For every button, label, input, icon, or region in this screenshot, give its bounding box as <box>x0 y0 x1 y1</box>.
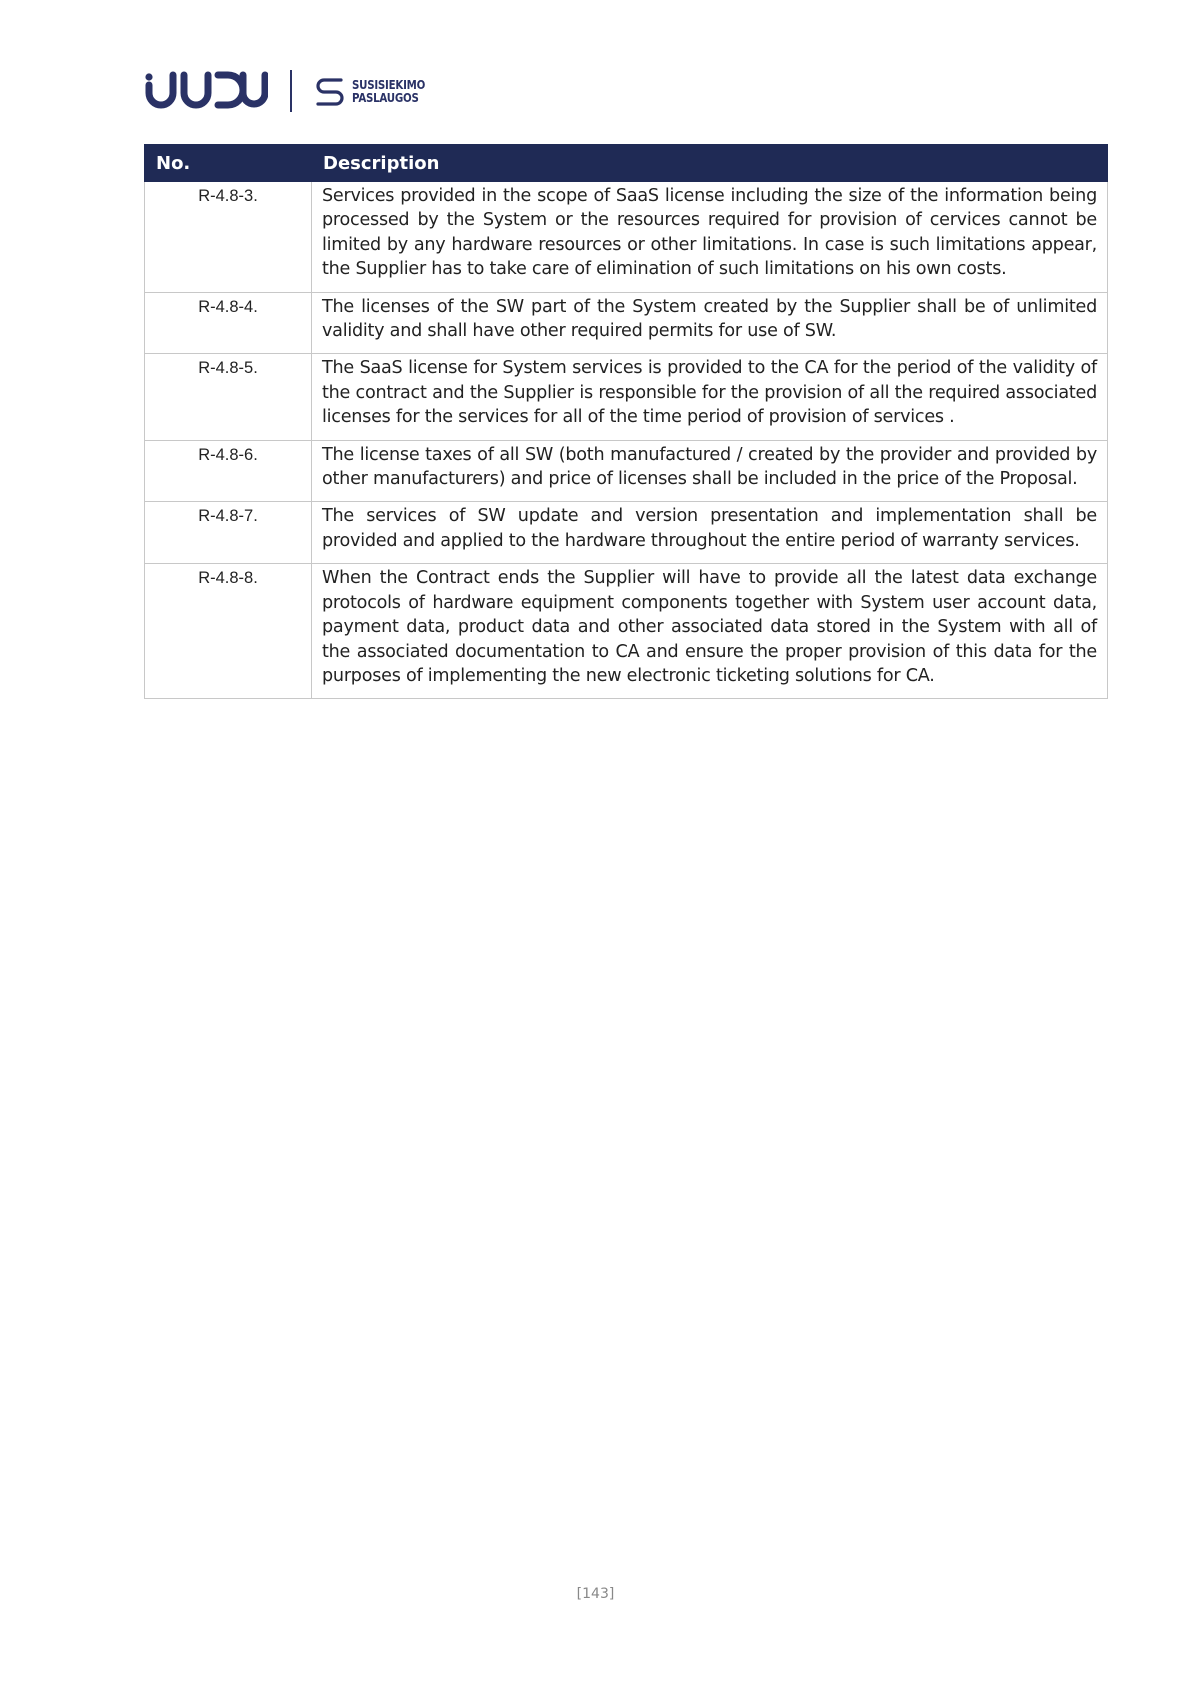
requirement-description: The license taxes of all SW (both manufactured / created by the provider and provided by other manufacturers) and price of licenses shall be included in the price of the Proposal. <box>312 440 1108 502</box>
table-row <box>145 182 1108 293</box>
table-row <box>145 440 1108 502</box>
table-row <box>145 564 1108 699</box>
table-row <box>145 354 1108 440</box>
requirement-description: The services of SW update and version presentation and implementation shall be provided and applied to the hardware throughout the entire period of warranty services. <box>312 502 1108 564</box>
logo-text <box>352 78 425 104</box>
requirement-number: R-4.8-3. <box>145 182 312 293</box>
table-row <box>145 502 1108 564</box>
susisiekimo-paslaugos-logo <box>314 75 441 107</box>
column-header-no: No. <box>145 145 312 182</box>
requirement-number: R-4.8-8. <box>145 564 312 699</box>
requirement-description: Services provided in the scope of SaaS license including the size of the information being processed by the System or the resources required for provision of cervices cannot be limited by any hardware resources or other limitations. In case is such limitations appear, the Supplier has to take care of elimination of such limitations on his own costs. <box>312 182 1108 293</box>
table-row <box>145 292 1108 354</box>
requirement-description: When the Contract ends the Supplier will have to provide all the latest data exchange protocols of hardware equipment components together with System user account data, payment data, product data and other associated data stored in the System with all of the associated documentation to CA and ensure the proper provision of this data for the purposes of implementing the new electronic ticketing solutions for CA. <box>312 564 1108 699</box>
page-number: [143] <box>576 1586 615 1602</box>
logo-text-line1: SUSISIEKIMO <box>352 77 426 92</box>
requirement-number: R-4.8-4. <box>145 292 312 354</box>
requirement-number: R-4.8-5. <box>145 354 312 440</box>
table-body <box>145 182 1108 699</box>
requirement-number: R-4.8-7. <box>145 502 312 564</box>
logo-divider <box>290 70 292 112</box>
sp-emblem-icon <box>314 75 346 107</box>
judu-logo <box>144 71 268 111</box>
column-header-description: Description <box>312 145 1108 182</box>
logo-text-line2: PASLAUGOS <box>352 90 419 105</box>
requirement-number: R-4.8-6. <box>145 440 312 502</box>
requirements-table <box>144 144 1108 699</box>
document-header <box>144 68 441 114</box>
table-header-row <box>145 145 1108 182</box>
requirement-description: The SaaS license for System services is provided to the CA for the period of the validity of the contract and the Supplier is responsible for the provision of all the required associated licenses for the services for all of the time period of provision of services . <box>312 354 1108 440</box>
requirement-description: The licenses of the SW part of the System created by the Supplier shall be of unlimited validity and shall have other required permits for use of SW. <box>312 292 1108 354</box>
